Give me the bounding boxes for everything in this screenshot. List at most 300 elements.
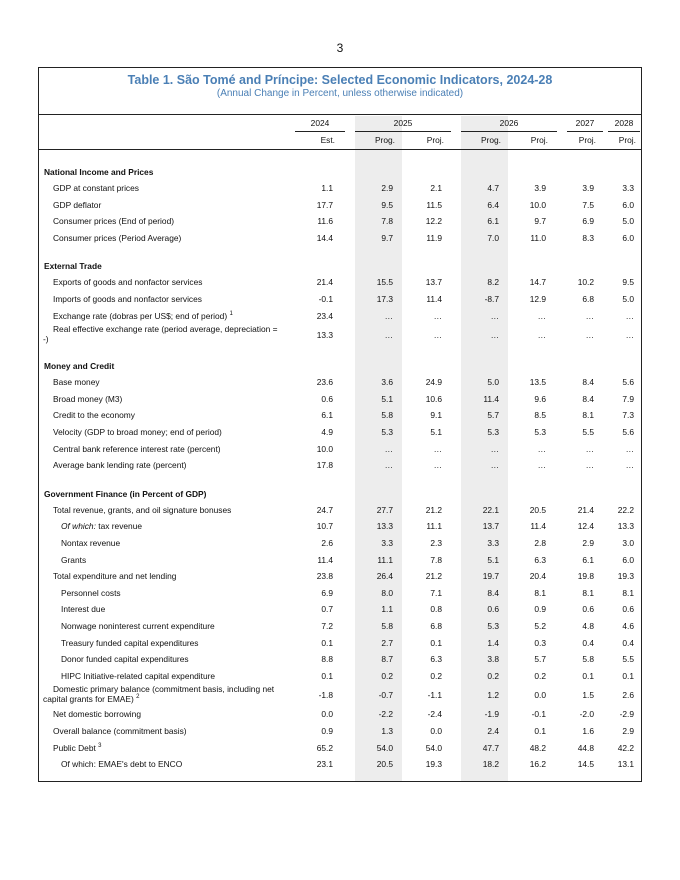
value-cell: 0.6 <box>582 604 594 615</box>
value-cell: 6.1 <box>487 216 499 227</box>
value-cell: -2.9 <box>619 709 634 720</box>
value-cell: … <box>625 330 634 341</box>
row-label <box>53 410 135 420</box>
subheader-2026-proj: Proj. <box>530 135 548 145</box>
value-cell: 14.4 <box>316 232 333 243</box>
value-cell: 0.2 <box>381 670 393 681</box>
value-cell: 14.5 <box>577 759 594 770</box>
value-cell: 0.9 <box>321 726 333 736</box>
row-label-text: GDP deflator <box>53 199 102 210</box>
value-cell: 10.0 <box>316 443 333 454</box>
table-row <box>39 740 641 757</box>
value-cell: 5.3 <box>487 621 499 631</box>
value-cell: 6.8 <box>430 621 442 631</box>
value-cell: 0.4 <box>582 637 594 648</box>
subheader-2025-proj: Proj. <box>426 135 444 145</box>
value-cell: 5.1 <box>487 554 499 565</box>
subheader-2024-est: Est. <box>320 135 335 145</box>
value-cell: 19.8 <box>577 571 594 582</box>
value-cell: 23.8 <box>316 571 333 582</box>
value-cell: 11.4 <box>317 554 333 565</box>
value-cell: … <box>490 330 499 341</box>
table-row <box>39 324 641 346</box>
value-cell: 5.6 <box>622 377 634 388</box>
row-label <box>61 621 215 631</box>
year-header-2026: 2026 <box>499 118 519 128</box>
value-cell: 21.2 <box>425 504 442 515</box>
value-cell: 7.3 <box>622 410 634 421</box>
value-cell: 6.8 <box>582 294 594 304</box>
value-cell: 10.0 <box>529 199 546 210</box>
value-cell: 7.8 <box>430 554 442 565</box>
page-number: 3 <box>336 41 344 55</box>
value-cell: 48.2 <box>529 742 546 753</box>
value-cell: 8.3 <box>582 232 594 243</box>
value-cell: 47.7 <box>482 742 499 753</box>
value-cell: 6.0 <box>622 199 634 210</box>
value-cell: 65.2 <box>316 742 333 753</box>
section-header <box>39 164 641 180</box>
value-cell: -2.0 <box>579 709 594 720</box>
row-label-text: Money and Credit <box>44 361 115 372</box>
value-cell: 11.1 <box>426 521 442 532</box>
table-row <box>39 723 641 740</box>
row-label-text: Velocity (GDP to broad money; end of period) <box>53 427 222 437</box>
row-label <box>61 538 120 548</box>
row-label-text: Total revenue, grants, and oil signature bonuses <box>53 504 232 515</box>
row-label-text: Consumer prices (End of period) <box>53 216 175 227</box>
value-cell: 0.1 <box>582 670 594 681</box>
value-cell: … <box>384 460 393 471</box>
year-underline-2026 <box>461 131 557 132</box>
value-cell: 5.1 <box>381 393 393 404</box>
value-cell: 5.3 <box>534 427 546 437</box>
value-cell: 0.1 <box>321 670 333 681</box>
value-cell: … <box>490 460 499 471</box>
value-cell: 13.3 <box>316 330 333 341</box>
row-label-text: Public Debt <box>53 742 96 753</box>
row-label-text: Central bank reference interest rate (percent) <box>53 443 221 454</box>
value-cell: 24.7 <box>316 504 333 515</box>
value-cell: 4.7 <box>487 183 499 193</box>
value-cell: 0.9 <box>534 604 546 615</box>
value-cell: 9.5 <box>622 277 634 288</box>
table-row <box>39 457 641 474</box>
value-cell: 5.3 <box>487 427 499 437</box>
value-cell: -2.2 <box>378 709 393 720</box>
row-label <box>53 394 122 404</box>
value-cell: 17.8 <box>316 460 333 471</box>
section-header <box>39 258 641 274</box>
row-label-text: Total expenditure and net lending <box>53 571 177 582</box>
value-cell: 2.4 <box>487 726 499 736</box>
value-cell: … <box>537 310 546 321</box>
value-cell: -1.1 <box>427 690 442 701</box>
value-cell: 13.3 <box>617 521 634 532</box>
value-cell: 9.7 <box>534 216 546 227</box>
row-label <box>53 294 202 304</box>
value-cell: 10.7 <box>316 521 333 532</box>
value-cell: 5.8 <box>381 410 393 421</box>
table-row <box>39 706 641 723</box>
row-label <box>61 604 105 614</box>
row-label <box>53 311 233 321</box>
value-cell: 9.6 <box>534 393 546 404</box>
section-header <box>39 358 641 374</box>
value-cell: … <box>433 330 442 341</box>
value-cell: 2.6 <box>321 538 333 548</box>
value-cell: 23.1 <box>316 759 333 770</box>
row-label-text: Imports of goods and nonfactor services <box>53 294 202 304</box>
value-cell: 6.1 <box>321 410 333 421</box>
value-cell: 20.5 <box>529 504 546 515</box>
value-cell: 8.2 <box>487 277 499 288</box>
row-label <box>43 684 283 704</box>
row-label <box>53 505 231 515</box>
value-cell: 1.4 <box>487 637 499 648</box>
value-cell: 4.6 <box>622 621 634 631</box>
value-cell: 0.2 <box>534 670 546 681</box>
value-cell: 5.0 <box>622 216 634 227</box>
value-cell: 23.4 <box>316 310 333 321</box>
table-row <box>39 274 641 291</box>
section-label <box>44 489 206 499</box>
value-cell: 0.0 <box>534 690 546 701</box>
row-label <box>53 571 176 581</box>
section-label <box>44 167 153 177</box>
row-label <box>53 709 141 719</box>
value-cell: 6.0 <box>622 232 634 243</box>
value-cell: 2.3 <box>430 538 442 548</box>
value-cell: … <box>433 460 442 471</box>
value-cell: 22.2 <box>617 504 634 515</box>
value-cell: … <box>433 310 442 321</box>
value-cell: 0.0 <box>430 726 442 736</box>
value-cell: … <box>625 443 634 454</box>
value-cell: 11.5 <box>426 199 442 210</box>
value-cell: 7.1 <box>430 587 442 598</box>
value-cell: 4.9 <box>321 427 333 437</box>
value-cell: 26.4 <box>376 571 393 582</box>
value-cell: 1.5 <box>582 690 594 701</box>
table-row <box>39 374 641 391</box>
row-label-text: Treasury funded capital expenditures <box>61 637 199 648</box>
value-cell: 1.2 <box>487 690 499 701</box>
row-label <box>53 233 181 243</box>
value-cell: 0.1 <box>430 637 442 648</box>
row-label-text: Consumer prices (Period Average) <box>53 232 182 243</box>
row-label-text: HIPC Initiative-related capital expenditure <box>61 670 216 681</box>
year-header-2024: 2024 <box>310 118 330 128</box>
row-label-text: External Trade <box>44 261 102 272</box>
value-cell: … <box>625 460 634 471</box>
section-header <box>39 486 641 502</box>
value-cell: 8.5 <box>534 410 546 421</box>
value-cell: 20.5 <box>376 759 393 770</box>
row-label-text: Exchange rate (dobras per US$; end of period) <box>53 310 228 321</box>
row-label <box>61 638 199 648</box>
value-cell: 5.7 <box>534 654 546 665</box>
row-label <box>61 671 215 681</box>
table-row <box>39 618 641 635</box>
value-cell: … <box>537 460 546 471</box>
table-row <box>39 756 641 773</box>
value-cell: 7.9 <box>622 393 634 404</box>
row-label-text: Base money <box>53 377 100 388</box>
value-cell: 1.6 <box>582 726 594 736</box>
value-cell: 11.4 <box>530 521 546 532</box>
value-cell: 8.1 <box>622 587 634 598</box>
row-label-text: Grants <box>61 554 87 565</box>
section-label <box>44 261 102 271</box>
value-cell: 6.9 <box>321 587 333 598</box>
table-row <box>39 601 641 618</box>
value-cell: … <box>384 443 393 454</box>
value-cell: 23.6 <box>316 377 333 388</box>
of-which-label: Of which: <box>61 521 96 532</box>
value-cell: 0.8 <box>430 604 442 615</box>
value-cell: 2.9 <box>622 726 634 736</box>
value-cell: 16.2 <box>529 759 546 770</box>
value-cell: 9.7 <box>381 232 393 243</box>
value-cell: 22.1 <box>482 504 499 515</box>
value-cell: -0.7 <box>378 690 393 701</box>
value-cell: 44.8 <box>577 742 594 753</box>
table-row <box>39 651 641 668</box>
row-label-text: Credit to the economy <box>53 410 135 421</box>
value-cell: 5.5 <box>622 654 634 665</box>
value-cell: 7.5 <box>582 199 594 210</box>
value-cell: 5.7 <box>487 410 499 421</box>
value-cell: 3.6 <box>381 377 393 388</box>
value-cell: 0.1 <box>534 726 546 736</box>
row-label-text: Domestic primary balance (commitment basis, including net capital grants for EMAE) <box>43 684 275 705</box>
table-row <box>39 635 641 652</box>
row-label-text: National Income and Prices <box>44 167 154 177</box>
value-cell: 8.4 <box>582 377 594 388</box>
value-cell: -0.1 <box>531 709 546 720</box>
value-cell: 1.3 <box>381 726 393 736</box>
row-label <box>61 654 189 664</box>
value-cell: 3.8 <box>487 654 499 665</box>
value-cell: … <box>384 310 393 321</box>
value-cell: 13.7 <box>482 521 499 532</box>
table-row <box>39 407 641 424</box>
row-label-text: Overall balance (commitment basis) <box>53 726 187 736</box>
row-label-text: Interest due <box>61 604 106 615</box>
value-cell: 21.4 <box>316 277 333 288</box>
value-cell: 6.0 <box>622 554 634 565</box>
subheader-2025-prog: Prog. <box>374 135 395 145</box>
table-row <box>39 441 641 458</box>
table-row <box>39 535 641 552</box>
value-cell: 8.0 <box>381 587 393 598</box>
value-cell: 2.9 <box>582 538 594 548</box>
value-cell: -8.7 <box>484 294 499 304</box>
row-label <box>61 759 182 769</box>
row-label <box>53 216 174 226</box>
value-cell: 21.4 <box>577 504 594 515</box>
subheader-2027-proj: Proj. <box>578 135 596 145</box>
value-cell: 14.7 <box>529 277 546 288</box>
value-cell: 1.1 <box>321 183 333 193</box>
table-subtitle: (Annual Change in Percent, unless otherwise indicated) <box>216 88 464 99</box>
value-cell: 24.9 <box>425 377 442 388</box>
value-cell: 19.7 <box>482 571 499 582</box>
value-cell: 0.1 <box>321 637 333 648</box>
value-cell: … <box>585 460 594 471</box>
value-cell: 5.0 <box>622 294 634 304</box>
value-cell: 9.5 <box>381 199 393 210</box>
year-underline-2024 <box>295 131 345 132</box>
value-cell: … <box>490 310 499 321</box>
value-cell: 5.5 <box>582 427 594 437</box>
value-cell: 5.0 <box>487 377 499 388</box>
value-cell: 2.9 <box>381 183 393 193</box>
row-label <box>61 588 121 598</box>
value-cell: 3.3 <box>381 538 393 548</box>
value-cell: 5.8 <box>582 654 594 665</box>
row-label <box>53 427 222 437</box>
value-cell: 6.9 <box>582 216 594 227</box>
value-cell: 6.3 <box>430 654 442 665</box>
table-row <box>39 518 641 535</box>
year-header-2025: 2025 <box>393 118 413 128</box>
value-cell: 42.2 <box>617 742 634 753</box>
table-row <box>39 502 641 519</box>
value-cell: 0.6 <box>321 393 333 404</box>
value-cell: 9.1 <box>430 410 442 421</box>
value-cell: 20.4 <box>529 571 546 582</box>
value-cell: 21.2 <box>425 571 442 582</box>
table-row <box>39 585 641 602</box>
table-row <box>39 391 641 408</box>
value-cell: … <box>585 443 594 454</box>
value-cell: 19.3 <box>425 759 442 770</box>
value-cell: 12.2 <box>425 216 442 227</box>
value-cell: 11.6 <box>317 216 333 227</box>
table-row <box>39 568 641 585</box>
row-label <box>43 324 283 344</box>
row-label-text: Real effective exchange rate (period average, depreciation = -) <box>43 324 278 345</box>
footnote-marker: 1 <box>229 310 233 317</box>
header-bottom-rule <box>39 149 641 150</box>
row-label-text: tax revenue <box>95 521 143 532</box>
value-cell: 1.1 <box>381 604 393 615</box>
year-header-2027: 2027 <box>575 118 595 128</box>
value-cell: 8.1 <box>534 587 546 598</box>
table-row <box>39 230 641 247</box>
value-cell: 8.7 <box>381 654 393 665</box>
value-cell: 12.9 <box>529 294 546 304</box>
year-underline-2025 <box>355 131 451 132</box>
row-label-text: Net domestic borrowing <box>53 709 141 720</box>
row-label-text: Exports of goods and nonfactor services <box>53 277 203 288</box>
row-label <box>53 444 221 454</box>
row-label <box>53 277 202 287</box>
value-cell: 27.7 <box>376 504 393 515</box>
row-label-text: GDP at constant prices <box>53 183 139 193</box>
row-label <box>53 460 186 470</box>
value-cell: … <box>537 330 546 341</box>
economic-indicators-table <box>38 67 642 782</box>
table-row <box>39 308 641 325</box>
value-cell: 10.6 <box>425 393 442 404</box>
value-cell: 0.2 <box>430 670 442 681</box>
value-cell: … <box>490 443 499 454</box>
value-cell: … <box>537 443 546 454</box>
value-cell: … <box>384 330 393 341</box>
row-label <box>53 743 102 753</box>
value-cell: 7.8 <box>381 216 393 227</box>
table-row <box>39 424 641 441</box>
value-cell: … <box>625 310 634 321</box>
value-cell: -1.8 <box>318 690 333 701</box>
table-row <box>39 552 641 569</box>
value-cell: 3.9 <box>582 183 594 193</box>
row-label <box>53 200 101 210</box>
value-cell: 13.5 <box>529 377 546 388</box>
value-cell: 10.2 <box>577 277 594 288</box>
value-cell: 7.2 <box>321 621 333 631</box>
value-cell: 8.1 <box>582 410 594 421</box>
value-cell: 8.4 <box>582 393 594 404</box>
row-label <box>61 555 86 565</box>
year-underline-2027 <box>567 131 603 132</box>
value-cell: -2.4 <box>427 709 442 720</box>
value-cell: 11.1 <box>377 554 393 565</box>
table-row <box>39 213 641 230</box>
value-cell: 3.0 <box>622 538 634 548</box>
value-cell: 6.4 <box>487 199 499 210</box>
value-cell: -0.1 <box>318 294 333 304</box>
value-cell: 0.6 <box>622 604 634 615</box>
value-cell: 11.9 <box>426 232 442 243</box>
value-cell: 19.3 <box>617 571 634 582</box>
value-cell: 0.1 <box>622 670 634 681</box>
value-cell: 0.2 <box>487 670 499 681</box>
row-label-text: Of which: EMAE's debt to ENCO <box>61 759 183 770</box>
row-label-text: Nonwage noninterest current expenditure <box>61 621 215 631</box>
row-label-text: Government Finance (in Percent of GDP) <box>44 488 207 499</box>
year-header-2028: 2028 <box>614 118 634 128</box>
value-cell: 11.0 <box>530 232 546 243</box>
value-cell: … <box>433 443 442 454</box>
value-cell: 17.3 <box>376 294 393 304</box>
value-cell: 5.1 <box>430 427 442 437</box>
value-cell: 13.7 <box>425 277 442 288</box>
value-cell: 3.3 <box>622 183 634 193</box>
table-row <box>39 291 641 308</box>
value-cell: 12.4 <box>577 521 594 532</box>
row-label-text: Broad money (M3) <box>53 393 123 404</box>
value-cell: 15.5 <box>376 277 393 288</box>
value-cell: 3.3 <box>487 538 499 548</box>
value-cell: 54.0 <box>425 742 442 753</box>
row-label-text: Personnel costs <box>61 587 121 598</box>
subheader-2026-prog: Prog. <box>480 135 501 145</box>
value-cell: 5.6 <box>622 427 634 437</box>
value-cell: 7.0 <box>487 232 499 243</box>
value-cell: 5.8 <box>381 621 393 631</box>
value-cell: 8.1 <box>582 587 594 598</box>
value-cell: 5.2 <box>534 621 546 631</box>
value-cell: 8.8 <box>321 654 333 665</box>
value-cell: 2.6 <box>622 690 634 701</box>
table-title: Table 1. São Tomé and Príncipe: Selected Economic Indicators, 2024-28 <box>127 73 553 87</box>
value-cell: 6.3 <box>534 554 546 565</box>
section-label <box>44 361 114 371</box>
